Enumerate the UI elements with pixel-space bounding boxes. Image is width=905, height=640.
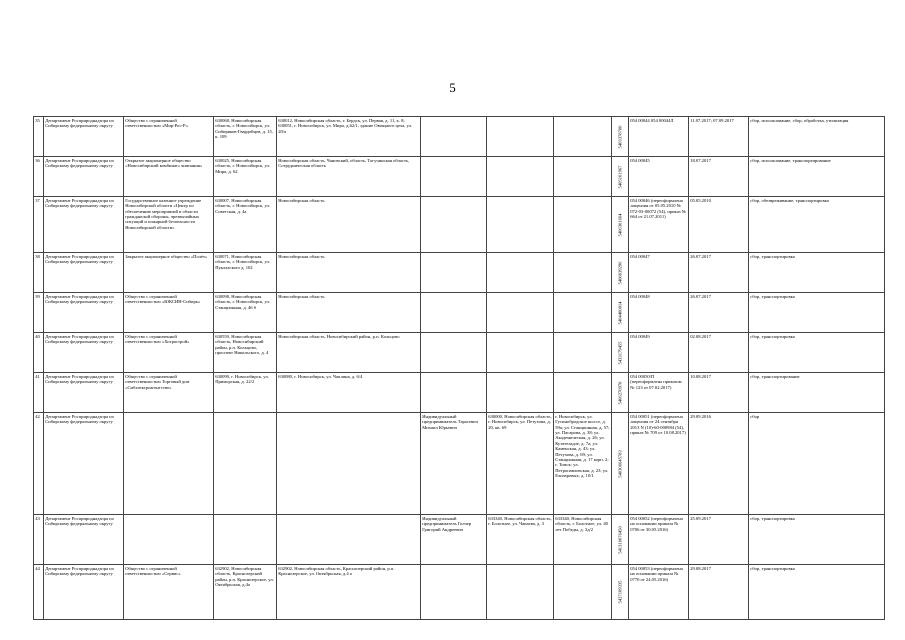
cell-legal-address [214,413,277,515]
cell-license-number: 054 00053 (переоформлена на основании приказа № 0770 от 24.05.2016) [629,565,689,620]
cell-organization: Закрытое акционерное общество «Полёт» [124,253,214,293]
cell-entrepreneur-address [487,373,554,413]
cell-license-date: 25.09.2017 [689,515,749,565]
cell-activity-kind: сбор [749,413,885,515]
cell-organization [124,413,214,515]
cell-activity-address: 632902, Новосибирская область, Краснозерский район, р.п. Краснозерское, ул. Октябрьская, д.4 а [277,565,421,620]
table-row [34,515,885,565]
cell-license-number: 054 00048 [629,293,689,333]
inn-number-text: 5406301664 [617,213,623,236]
cell-activity-address: Новосибирская область [277,253,421,293]
cell-activity-kind: сбор, использование, транспортирование [749,157,885,197]
cell-department: Департамент Росприроднадзора по Сибирскому федеральному округу [44,515,124,565]
cell-activity-address: 630012, Новосибирская область, г. Бердск, ул. Первая, д. 11, к. 8; 630051, г. Новосибирск, ул. Мира, д.62/1, здание Овощного цеха, ул. 20/а [277,117,421,157]
cell-activity-address: 630080, г. Новосибирск, ул. Чаплина, д. 6/4 [277,373,421,413]
cell-entrepreneur-activity-address [554,565,612,620]
table-row [34,253,885,293]
cell-department: Департамент Росприроднадзора по Сибирскому федеральному округу [44,565,124,620]
cell-entrepreneur-address: 630000, Новосибирская область, г. Новосибирск, ул. Петухова, д. 20, кв. 69 [487,413,554,515]
cell-license-number: 054 00044 054 00044Л [629,117,689,157]
cell-activity-kind: сбор, транспортировка [749,333,885,373]
cell-entrepreneur-activity-address [554,293,612,333]
cell-activity-kind: сбор, транспортирование [749,373,885,413]
cell-entrepreneur [421,117,487,157]
cell-activity-address: Новосибирская область [277,197,421,253]
cell-department: Департамент Росприроднадзора по Сибирскому федеральному округу [44,333,124,373]
cell-license-date: 26.07.2017 [689,253,749,293]
cell-inn-number [612,197,629,253]
cell-activity-kind: сбор, транспортировка [749,293,885,333]
cell-legal-address [214,515,277,565]
cell-organization: Общество с ограниченной ответственностью «Хотрастрой» [124,333,214,373]
cell-department: Департамент Росприроднадзора по Сибирскому федеральному округу [44,253,124,293]
cell-activity-address [277,413,421,515]
cell-entrepreneur [421,197,487,253]
cell-organization: Общество с ограниченной ответственностью Торговый дом «Сибэлектроагентство» [124,373,214,413]
cell-row-number: 35 [34,117,44,157]
cell-row-number: 38 [34,253,44,293]
table-row [34,197,885,253]
inn-number-text: 5427109335 [617,580,623,604]
inn-number-text: 540306645783 [617,449,623,478]
cell-entrepreneur-activity-address [554,157,612,197]
cell-entrepreneur: Индивидуальный предприниматель Тарасевич Михаил Юрьевич [421,413,487,515]
cell-row-number: 37 [34,197,44,253]
cell-entrepreneur-address: 633340, Новосибирская область, г. Болотное, ул. Чапаева, д. 3 [487,515,554,565]
cell-license-date: 05.05.2010 [689,197,749,253]
page-number: 5 [449,80,456,95]
cell-license-date: 29.08.2017 [689,565,749,620]
table-row [34,565,885,620]
cell-license-number: 054 00051 (переоформлена лицензия от 24 сентября 2013 N (10)-60-000984 (54), приказ № 709 от 10.08.2017) [629,413,689,515]
cell-license-date: 11.07.2017; 07.09.2017 [689,117,749,157]
cell-activity-address: Новосибирская область, Чановский, область, Тогучинская область, Сотрудническая область [277,157,421,197]
table-row [34,293,885,333]
cell-license-date: 29.09.2016 [689,413,749,515]
cell-license-date: 18.07.2017 [689,157,749,197]
cell-row-number: 36 [34,157,44,197]
inn-number-text: 5403378700 [617,125,623,148]
cell-license-date: 26.07.2017 [689,293,749,333]
cell-department: Департамент Росприроднадзора по Сибирскому федеральному округу [44,197,124,253]
cell-row-number: 42 [34,413,44,515]
cell-entrepreneur-address [487,293,554,333]
cell-legal-address: 630098, Новосибирская область, г. Новосибирск, ул. Станционная, д. 46 б [214,293,277,333]
cell-license-number: 054 00047 [629,253,689,293]
cell-inn-number [612,515,629,565]
cell-inn-number [612,373,629,413]
cell-activity-kind: сбор, транспортировка [749,515,885,565]
cell-entrepreneur-address [487,333,554,373]
cell-legal-address: 630071, Новосибирская область, г. Новосибирск, ул. Пуклахского д. 102 [214,253,277,293]
table-row [34,117,885,157]
cell-activity-kind: сбор, транспортировка [749,253,885,293]
cell-entrepreneur-activity-address [554,117,612,157]
cell-license-date: 10.08.2017 [689,373,749,413]
inn-number-text: 5408039296 [617,261,623,284]
cell-license-number: 054 00046 (переоформлена лицензия от 05.05.2010 № 072-03-00072 (54), приказ № 664 от 21.07.2011) [629,197,689,253]
cell-legal-address: 630007, Новосибирская область, г. Новосибирск, ул. Советская, д. 4а [214,197,277,253]
cell-inn-number [612,333,629,373]
cell-organization [124,515,214,565]
cell-entrepreneur-activity-address [554,253,612,293]
cell-entrepreneur [421,157,487,197]
inn-number-text: 5404400814 [617,301,623,324]
cell-entrepreneur-activity-address [554,333,612,373]
table-row [34,373,885,413]
cell-activity-kind: сбор, использование, сбор, обработка, утилизация [749,117,885,157]
inn-number-text: 541310076450 [617,525,623,554]
cell-department: Департамент Росприроднадзора по Сибирскому федеральному округу [44,413,124,515]
cell-entrepreneur [421,373,487,413]
cell-entrepreneur-address [487,253,554,293]
cell-entrepreneur-activity-address [554,373,612,413]
cell-row-number: 41 [34,373,44,413]
cell-entrepreneur [421,293,487,333]
cell-license-number: 054 00050/П (переоформлена приказом № 123 от 07.02.2017) [629,373,689,413]
cell-activity-address: Новосибирская область, Новосибирский район, р.п. Кольцово [277,333,421,373]
table-row [34,413,885,515]
table-row [34,333,885,373]
table-row [34,157,885,197]
cell-department: Департамент Росприроднадзора по Сибирскому федеральному округу [44,293,124,333]
cell-license-number: 054 00049 [629,333,689,373]
cell-organization: Общество с ограниченной ответственностью «Сервис» [124,565,214,620]
cell-license-date: 02.08.2017 [689,333,749,373]
cell-legal-address: 630068, Новосибирская область, г. Новосибирск, ул. Сибиряков-Гвардейцев, д. 15, к. 109 [214,117,277,157]
cell-entrepreneur-address [487,117,554,157]
cell-row-number: 40 [34,333,44,373]
cell-inn-number [612,565,629,620]
cell-entrepreneur [421,253,487,293]
cell-organization: Общество с ограниченной ответственностью «Мир-Рос-Р» [124,117,214,157]
cell-license-number: 054 00045 [629,157,689,197]
cell-legal-address: 630099, г. Новосибирск, ул. Приморская, д. 22/2 [214,373,277,413]
cell-department: Департамент Росприроднадзора по Сибирскому федеральному округу [44,117,124,157]
cell-legal-address: 630025, Новосибирская область, г. Новосибирск, ул. Мира, д. 62 [214,157,277,197]
cell-entrepreneur [421,565,487,620]
cell-inn-number [612,413,629,515]
table-body [34,117,885,620]
cell-activity-kind: сбор, транспортировка [749,565,885,620]
inn-number-text: 5433179455 [617,341,623,364]
cell-activity-address [277,515,421,565]
cell-entrepreneur-activity-address [554,197,612,253]
cell-organization: Общество с ограниченной ответственностью «ЮКСИН-Сибирь» [124,293,214,333]
cell-organization: Открытое акционерное общество «Новосибирский комбинат» компания» [124,157,214,197]
inn-number-text: 5405101967 [617,165,623,188]
cell-inn-number [612,293,629,333]
cell-entrepreneur-address [487,157,554,197]
cell-inn-number [612,117,629,157]
cell-activity-kind: сбор, обезвреживание, транспортировка [749,197,885,253]
cell-inn-number [612,157,629,197]
cell-department: Департамент Росприроднадзора по Сибирскому федеральному округу [44,373,124,413]
cell-row-number: 39 [34,293,44,333]
cell-organization: Государственное казенное учреждение Новосибирской области «Центр по обеспечению мероприятий в области гражданской обороны, чрезвычайных ситуаций и пожарной безопасности Новосибирской области» [124,197,214,253]
cell-entrepreneur-address [487,197,554,253]
cell-license-number: 054 00052 (переоформлена на основании приказа № 0706 от 30.05.2016) [629,515,689,565]
cell-entrepreneur: Индивидуальный предприниматель Голчер Григорий Андреевич [421,515,487,565]
cell-inn-number [612,253,629,293]
cell-department: Департамент Росприроднадзора по Сибирскому федеральному округу [44,157,124,197]
cell-legal-address: 632902, Новосибирская область, Краснозерский район, р.п. Краснозерское, ул. Октябрьская, д.4а [214,565,277,620]
cell-row-number: 44 [34,565,44,620]
cell-entrepreneur [421,333,487,373]
cell-row-number: 43 [34,515,44,565]
cell-entrepreneur-activity-address: г. Новосибирск, ул. Гусинобродское шоссе, д. 59а; ул. Станционная, д. 57; ул. Пасарова, д. 38; ул. Академическая, д. 26; ул. Кутателадзе, д. 7а; ул. Каменская, д. 43; ул. Петухова, д. 69; ул. Станционная, д. 17 корп. 2; г. Томск: ул. Петропавловская, д. 23; ул. Елизаровых, д. 10/1 [554,413,612,515]
cell-entrepreneur-address [487,565,554,620]
inn-number-text: 5406270978 [617,381,623,404]
cell-entrepreneur-activity-address: 633340, Новосибирская область, г. Болотное, ул. 40 лет Победы, д. 3д/2 [554,515,612,565]
cell-activity-address: Новосибирская область [277,293,421,333]
cell-legal-address: 630559, Новосибирская область, Новосибирский район, р.п. Кольцово, проспект Никольского, д. 4 [214,333,277,373]
license-register-table [33,116,885,620]
